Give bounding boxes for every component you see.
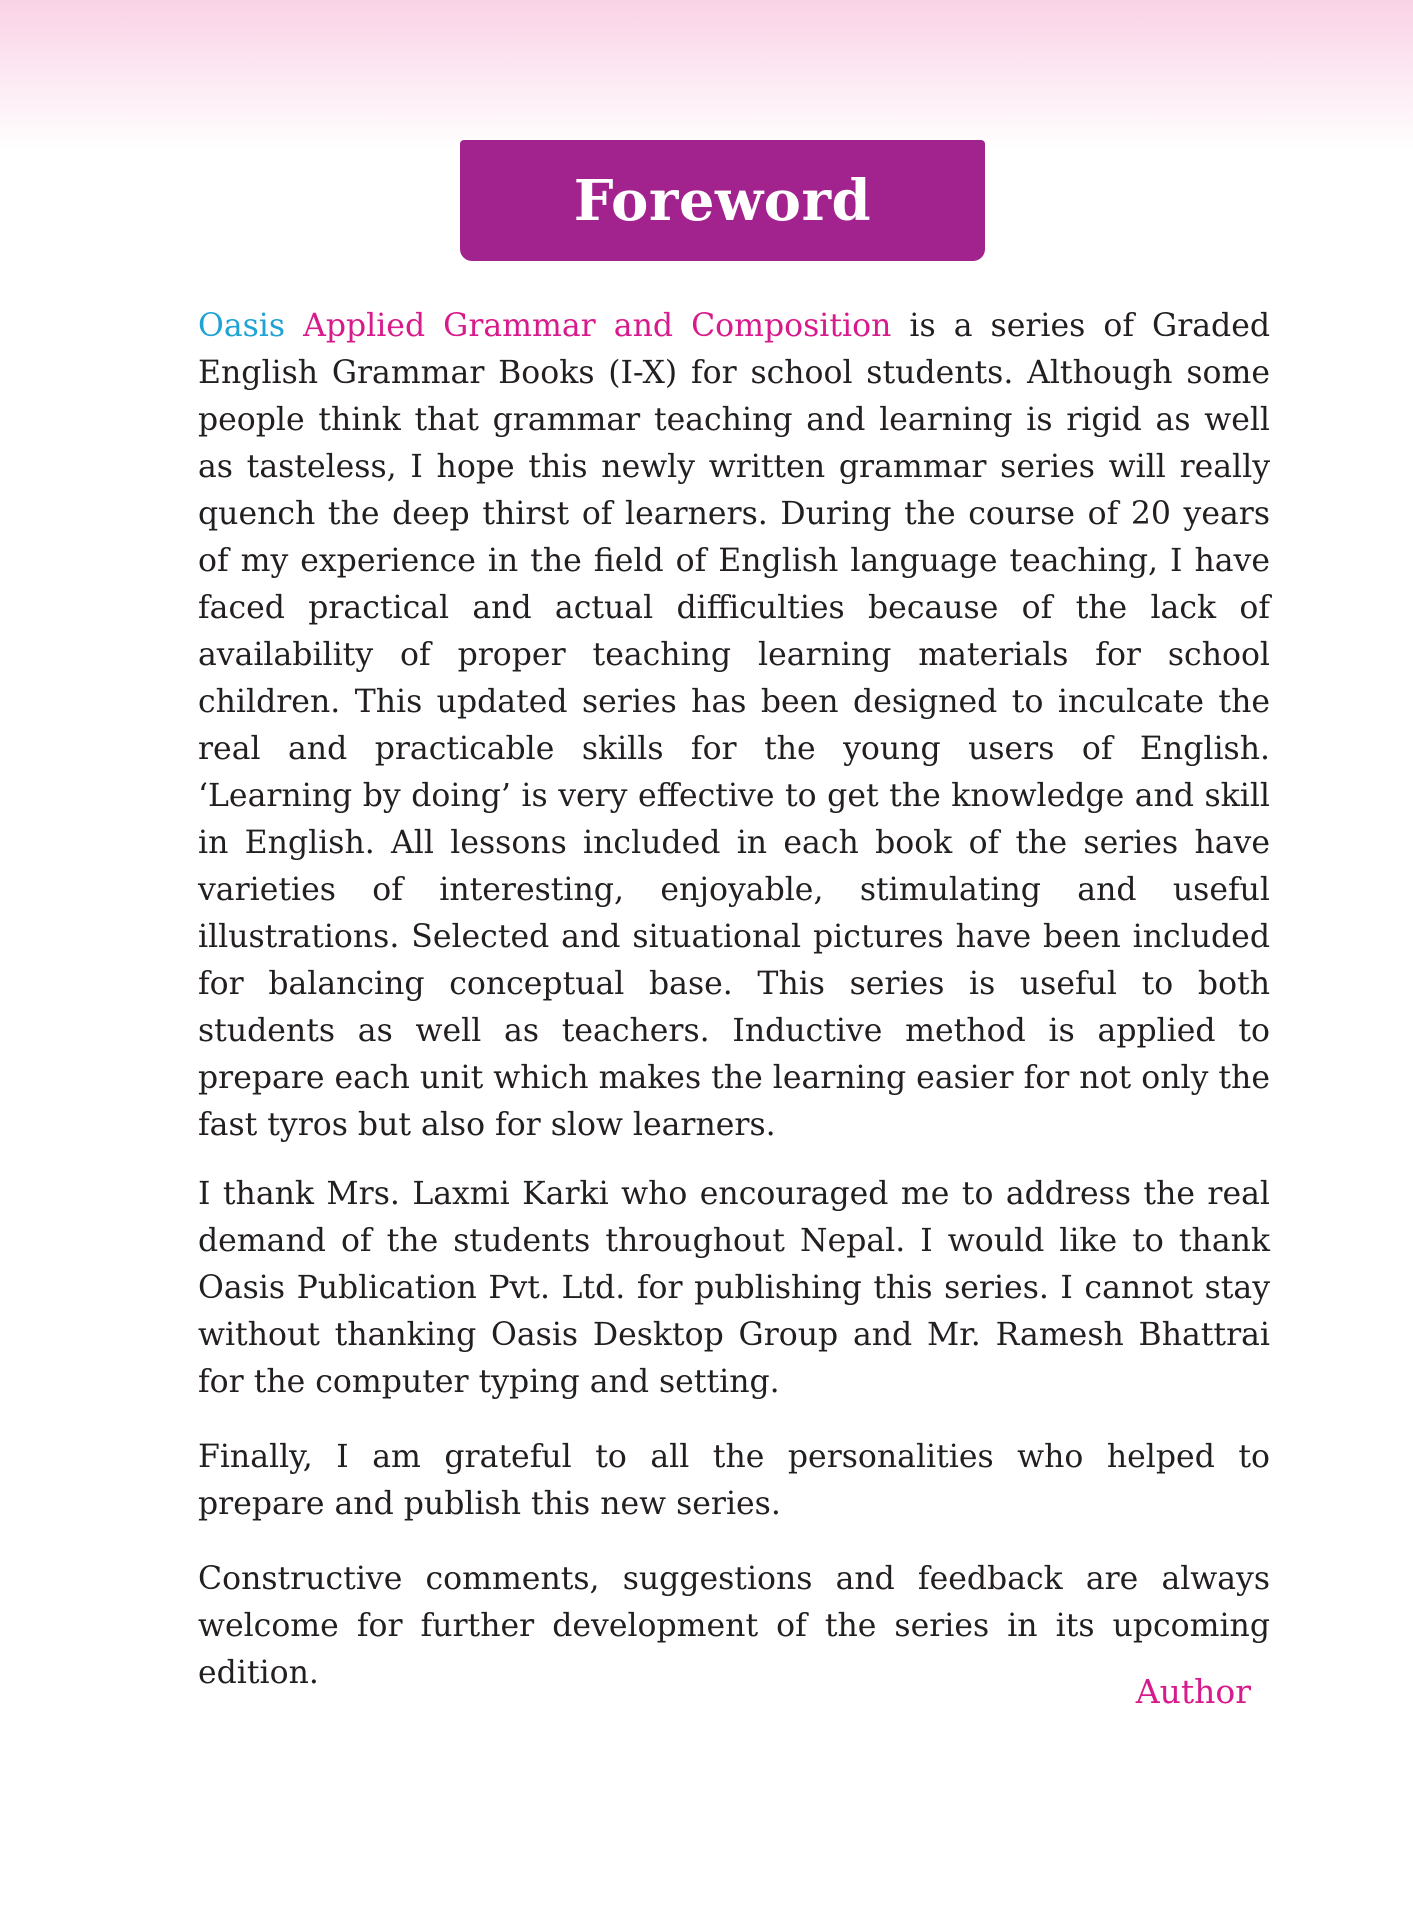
author-signoff: Author <box>1135 1672 1251 1711</box>
intro-paragraph <box>198 303 1270 1149</box>
top-gradient-band <box>0 0 1413 150</box>
gratitude-paragraph: Finally, I am grateful to all the personalities who helped to prepare and publish this new series. <box>198 1439 1270 1522</box>
brand-series-title: Applied Grammar and Composition <box>303 308 892 344</box>
foreword-body <box>198 303 1270 1719</box>
thanks-paragraph: I thank Mrs. Laxmi Karki who encouraged me to address the real demand of the students throughout Nepal. I would like to thank Oasis Publication Pvt. Ltd. for publishing this series. I cannot stay without thanking Oasis Desktop Group and Mr. Ramesh Bhattrai for the computer typing and setting. <box>198 1176 1270 1400</box>
feedback-paragraph: Constructive comments, suggestions and feedback are always welcome for further development of the series in its upcoming edition. <box>198 1561 1270 1691</box>
intro-text: is a series of Graded English Grammar Books (I-X) for school students. Although some people think that grammar teaching and learning is rigid as well as tasteless, I hope this newly written grammar series will really quench the deep thirst of learners. During the course of 20 years of my experience in the field of English language teaching, I have faced practical and actual difficulties because of the lack of availability of proper teaching learning materials for school children. This updated series has been designed to inculcate the real and practicable skills for the young users of English. ‘Learning by doing’ is very effective to get the knowledge and skill in English. All lessons included in each book of the series have varieties of interesting, enjoyable, stimulating and useful illustrations. Selected and situational pictures have been included for balancing conceptual base. This series is useful to both students as well as teachers. Inductive method is applied to prepare each unit which makes the learning easier for not only the fast tyros but also for slow learners. <box>198 308 1270 1143</box>
title-banner <box>460 140 985 261</box>
brand-oasis: Oasis <box>198 308 286 344</box>
page-title: Foreword <box>573 167 872 234</box>
